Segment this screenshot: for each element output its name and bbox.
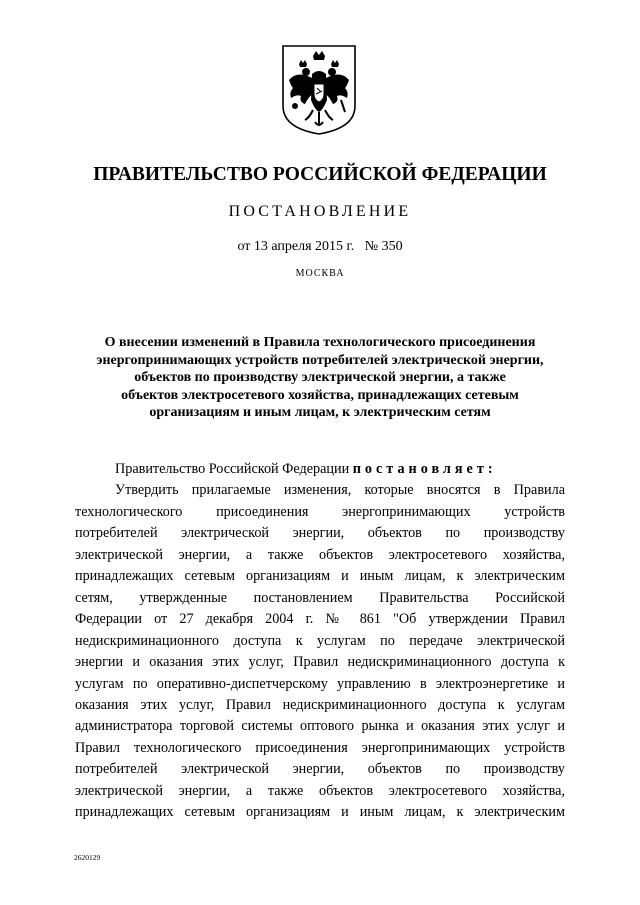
body-line: энергии и оказания этих услуг, Правил недискриминационного доступа к [75, 654, 565, 671]
subject-line: О внесении изменений в Правила технологического присоединения [104, 335, 536, 350]
document-type: ПОСТАНОВЛЕНИЕ [228, 203, 412, 220]
decree-word: постановляет: [352, 461, 497, 477]
body-line: принадлежащих сетевым организациям и иным лицам, к электрическим [75, 804, 565, 821]
body-line: потребителей электрической энергии, объектов по производству [75, 761, 565, 778]
subject-line: энергопринимающих устройств потребителей электрической энергии, [96, 352, 544, 368]
body-line: электрической энергии, а также объектов электросетевого хозяйства, [75, 782, 565, 799]
number-sign: № [364, 239, 379, 254]
document-body [75, 459, 565, 824]
government-title: ПРАВИТЕЛЬСТВО РОССИЙСКОЙ ФЕДЕРАЦИИ [93, 164, 547, 185]
date-prefix: от [237, 239, 251, 254]
document-date-line [0, 239, 640, 255]
document-city: МОСКВА [295, 268, 345, 279]
subject-line: организациям и иным лицам, к электрическим сетям [149, 405, 491, 420]
subject-line: объектов по производству электрической энергии, а также [134, 370, 506, 385]
preamble-line [75, 459, 565, 480]
body-line: сетям, утвержденные постановлением Правительства Российской [75, 589, 565, 606]
body-line: недискриминационного доступа к услугам по передаче электрической [75, 632, 565, 649]
body-line: Правил технологического присоединения энергопринимающих устройств [75, 739, 565, 756]
body-line: Утвердить прилагаемые изменения, которые вносятся в Правила [115, 482, 565, 499]
body-line: электрической энергии, а также объектов электросетевого хозяйства, [75, 546, 565, 563]
russian-coat-of-arms-icon [279, 44, 359, 136]
document-date: 13 апреля 2015 г. [253, 239, 355, 254]
body-line: потребителей электрической энергии, объектов по производству [75, 525, 565, 542]
body-line: технологического присоединения энергопринимающих устройств [75, 503, 565, 520]
body-line: администратора торговой системы оптового рынка и оказания этих услуг и [75, 718, 565, 735]
document-code: 2620129 [74, 853, 101, 862]
body-line: услугам по оперативно-диспетчерскому управлению в электроэнергетике и [75, 675, 565, 692]
subject-line: объектов электросетевого хозяйства, принадлежащих сетевым [121, 387, 519, 403]
body-line: принадлежащих сетевым организациям и иным лицам, к электрическим [75, 568, 565, 585]
document-subject [70, 334, 570, 422]
body-line: оказания этих услуг, Правил недискриминационного доступа к услугам [75, 696, 565, 713]
document-number: 350 [381, 239, 403, 254]
body-line: Федерации от 27 декабря 2004 г. № 861 "Об утверждении Правил [75, 611, 565, 628]
preamble-text: Правительство Российской Федерации [115, 461, 350, 477]
